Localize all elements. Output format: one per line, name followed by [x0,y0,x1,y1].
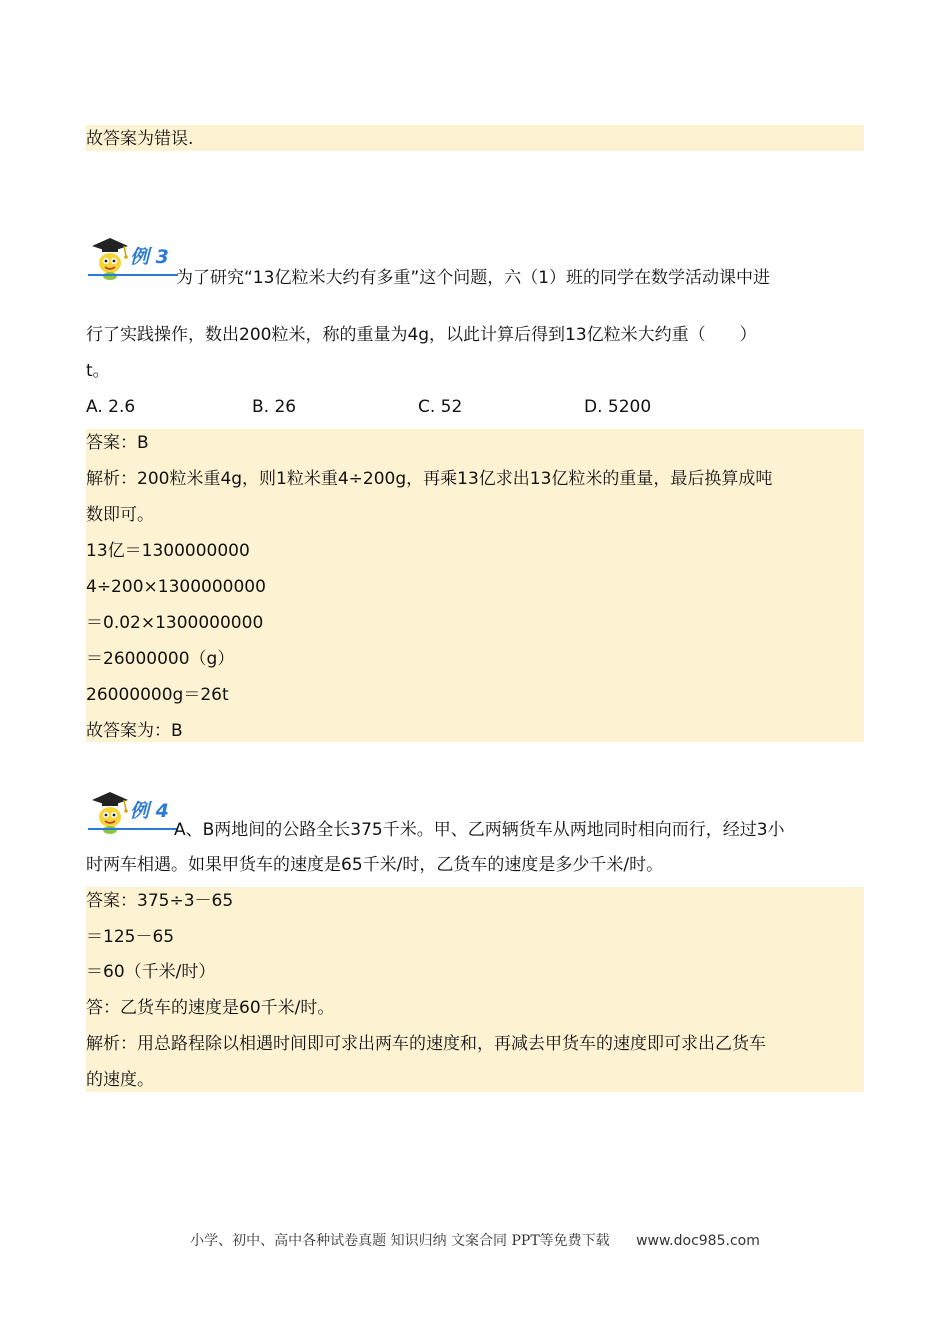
page-footer [0,1230,950,1250]
example-4-answer-line-3: ＝60（千米/时） [86,962,216,982]
example-3-conclusion: 故答案为：B [86,721,183,741]
example-3-question-line-3: t。 [86,361,110,381]
option-a: A. 2.6 [86,397,136,417]
badge-underline [88,274,178,276]
footer-text: 小学、初中、高中各种试卷真题 知识归纳 文案合同 PPT等免费下载 [190,1233,610,1249]
example-4-badge [86,790,178,836]
example-3-question-line-2: 行了实践操作，数出200粒米，称的重量为4g，以此计算后得到13亿粒米大约重（ ） [86,325,757,345]
footer-url[interactable]: www.doc985.com [636,1233,760,1249]
option-c: C. 52 [418,397,463,417]
example-3-question-line-1: 为了研究“13亿粒米大约有多重”这个问题，六（1）班的同学在数学活动课中进 [176,268,771,288]
example-4-label: 例 4 [130,800,169,822]
example-3-label: 例 3 [130,246,169,268]
example-3-step-1: 13亿＝1300000000 [86,541,250,561]
top-conclusion: 故答案为错误. [86,129,194,149]
example-4-question-line-1: A、B两地间的公路全长375千米。甲、乙两辆货车从两地同时相向而行，经过3小 [174,820,785,840]
example-4-answer-line-2: ＝125－65 [86,927,175,947]
example-3-step-3: ＝0.02×1300000000 [86,613,264,633]
example-4-analysis-line-2: 的速度。 [86,1070,154,1090]
example-4-question-line-2: 时两车相遇。如果甲货车的速度是65千米/时，乙货车的速度是多少千米/时。 [86,855,664,875]
example-3-analysis-line-1: 解析：200粒米重4g，则1粒米重4÷200g，再乘13亿求出13亿粒米的重量，最后换算成吨 [86,469,773,489]
option-d: D. 5200 [584,397,652,417]
option-b: B. 26 [252,397,297,417]
example-3-answer: 答案：B [86,433,149,453]
example-4-answer-line-1: 答案：375÷3－65 [86,891,234,911]
example-3-step-2: 4÷200×1300000000 [86,577,266,597]
example-3-badge [86,236,178,282]
example-3-step-5: 26000000g＝26t [86,685,229,705]
example-3-analysis-line-2: 数即可。 [86,505,154,525]
example-4-answer-line-4: 答：乙货车的速度是60千米/时。 [86,998,335,1018]
badge-underline [88,828,178,830]
example-4-analysis-line-1: 解析：用总路程除以相遇时间即可求出两车的速度和，再减去甲货车的速度即可求出乙货车 [86,1034,766,1054]
example-3-step-4: ＝26000000（g） [86,649,235,669]
